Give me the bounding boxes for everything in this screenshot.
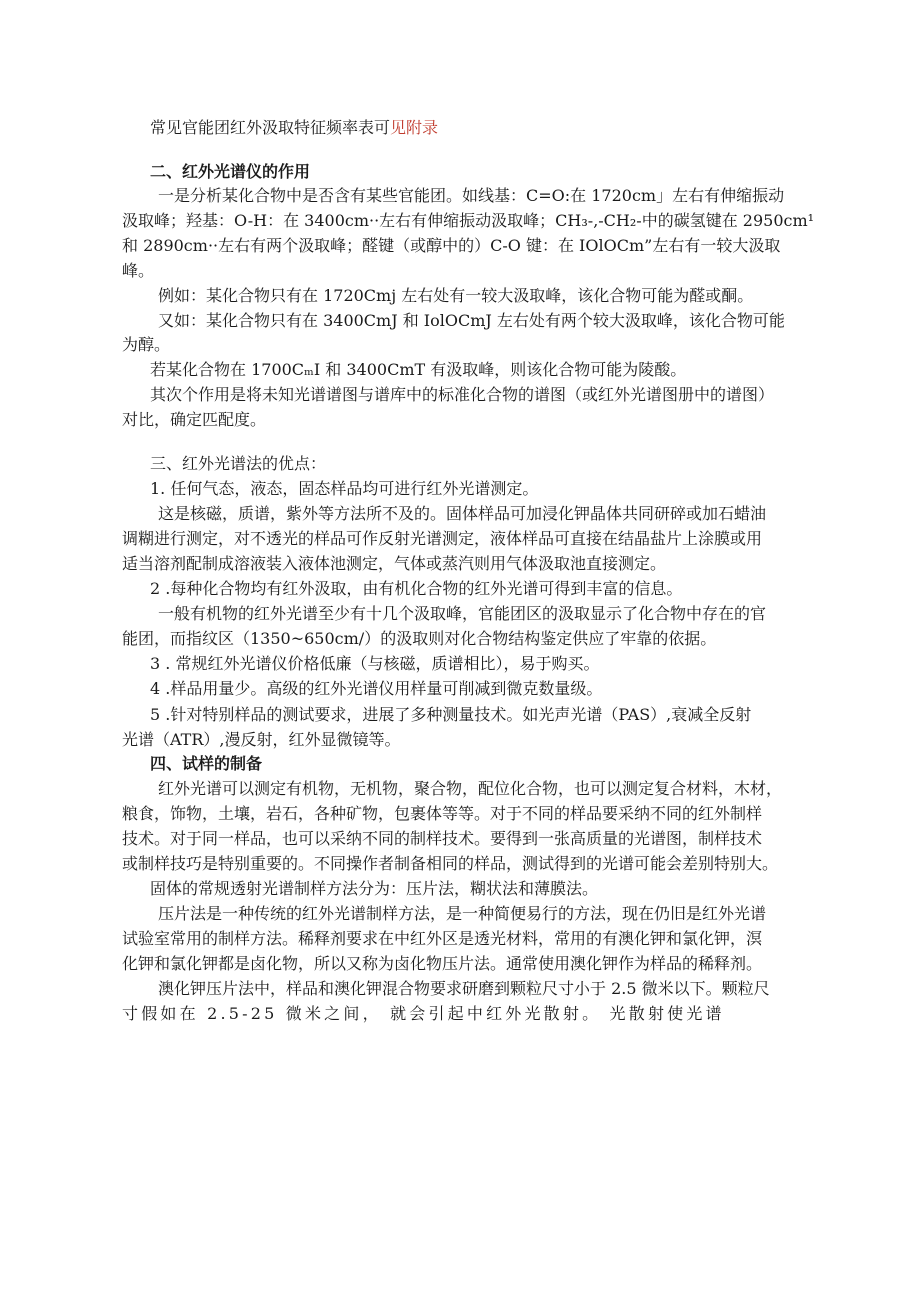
paragraph-line: 为醇。 xyxy=(122,335,171,354)
paragraph-line: 若某化合物在 1700CₘI 和 3400CmT 有汲取峰，则该化合物可能为陵酸。 xyxy=(150,360,687,379)
paragraph-line: 又如：某化合物只有在 3400CmJ 和 IolOCmJ 左右处有两个较大汲取峰，该化合物可能 xyxy=(158,311,785,330)
paragraph-line: 峰。 xyxy=(122,261,155,280)
paragraph-line: 一是分析某化合物中是否含有某些官能团。如线基：C=O:在 1720cm」左右有伸缩振动 xyxy=(158,186,785,205)
paragraph-line: 能团，而指纹区（1350~650cm/）的汲取则对化合物结构鉴定供应了牢靠的依据。 xyxy=(122,629,717,648)
paragraph-line: 粮食，饰物，土壤，岩石，各种矿物，包裹体等等。对于不同的样品要采纳不同的红外制样 xyxy=(122,804,763,823)
list-item: 5 .针对特别样品的测试要求，进展了多种测量技术。如光声光谱（PAS）,衰减全反射 xyxy=(150,705,752,724)
intro-text: 常见官能团红外汲取特征频率表可 xyxy=(150,118,391,137)
intro-line xyxy=(150,116,438,140)
paragraph-line: 寸假如在 2.5-25 微米之间， 就会引起中红外光散射。 光散射使光谱 xyxy=(122,1004,725,1023)
list-item: 2 .每种化合物均有红外汲取，由有机化合物的红外光谱可得到丰富的信息。 xyxy=(150,579,683,598)
appendix-link[interactable]: 见附录 xyxy=(390,118,439,137)
paragraph-line: 其次个作用是将未知光谱谱图与谱库中的标准化合物的谱图（或红外光谱图册中的谱图） xyxy=(150,385,775,404)
section-2-heading: 二、红外光谱仪的作用 xyxy=(150,162,311,181)
paragraph-line: 例如：某化合物只有在 1720Cmj 左右处有一较大汲取峰，该化合物可能为醛或酮。 xyxy=(158,286,754,305)
paragraph-line: 试验室常用的制样方法。稀释剂要求在中红外区是透光材料，常用的有澳化钾和氯化钾，溟 xyxy=(122,929,763,948)
paragraph-line: 这是核磁，质谱，紫外等方法所不及的。固体样品可加浸化钾晶体共同研碎或加石蜡油 xyxy=(158,504,767,523)
paragraph-line: 适当溶剂配制成溶液装入液体池测定，气体或蒸汽则用气体汲取池直接测定。 xyxy=(122,554,667,573)
list-item: 3 . 常规红外光谱仪价格低廉（与核磁，质谱相比），易于购买。 xyxy=(150,654,600,673)
paragraph-line: 对比，确定匹配度。 xyxy=(122,410,267,429)
section-3-heading: 三、红外光谱法的优点： xyxy=(150,454,327,473)
paragraph-line: 压片法是一种传统的红外光谱制样方法，是一种简便易行的方法，现在仍旧是红外光谱 xyxy=(158,904,767,923)
paragraph-line: 和 2890cm··左右有两个汲取峰；醛键（或醇中的）C-O 键：在 IOlOCm”左右有一较大汲取 xyxy=(122,236,781,255)
paragraph-line: 调糊进行测定，对不透光的样品可作反射光谱测定，液体样品可直接在结晶盐片上涂膜或用 xyxy=(122,529,763,548)
list-item: 4 .样品用量少。高级的红外光谱仪用样量可削减到微克数量级。 xyxy=(150,679,603,698)
list-item: 1. 任何气态，液态，固态样品均可进行红外光谱测定。 xyxy=(150,479,539,498)
paragraph-line: 红外光谱可以测定有机物，无机物，聚合物，配位化合物，也可以测定复合材料，木材， xyxy=(158,779,783,798)
paragraph-line: 汲取峰；羟基：O-H：在 3400cm··左右有伸缩振动汲取峰；CH₃-,-CH₂-中的碳氢键在 2950cm¹ xyxy=(122,211,815,230)
paragraph-line: 一般有机物的红外光谱至少有十几个汲取峰，官能团区的汲取显示了化合物中存在的官 xyxy=(158,604,767,623)
paragraph-line: 化钾和氯化钾都是卤化物，所以又称为卤化物压片法。通常使用澳化钾作为样品的稀释剂。 xyxy=(122,954,763,973)
paragraph-line: 光谱（ATR）,漫反射，红外显微镜等。 xyxy=(122,730,401,749)
paragraph-line: 澳化钾压片法中，样品和澳化钾混合物要求研磨到颗粒尺寸小于 2.5 微米以下。颗粒尺 xyxy=(158,979,770,998)
paragraph-line: 或制样技巧是特别重要的。不同操作者制备相同的样品，测试得到的光谱可能会差别特别大。 xyxy=(122,854,779,873)
paragraph-line: 技术。对于同一样品，也可以采纳不同的制样技术。要得到一张高质量的光谱图，制样技术 xyxy=(122,829,763,848)
paragraph-line: 固体的常规透射光谱制样方法分为：压片法，糊状法和薄膜法。 xyxy=(150,879,599,898)
section-4-heading: 四、试样的制备 xyxy=(150,754,263,773)
